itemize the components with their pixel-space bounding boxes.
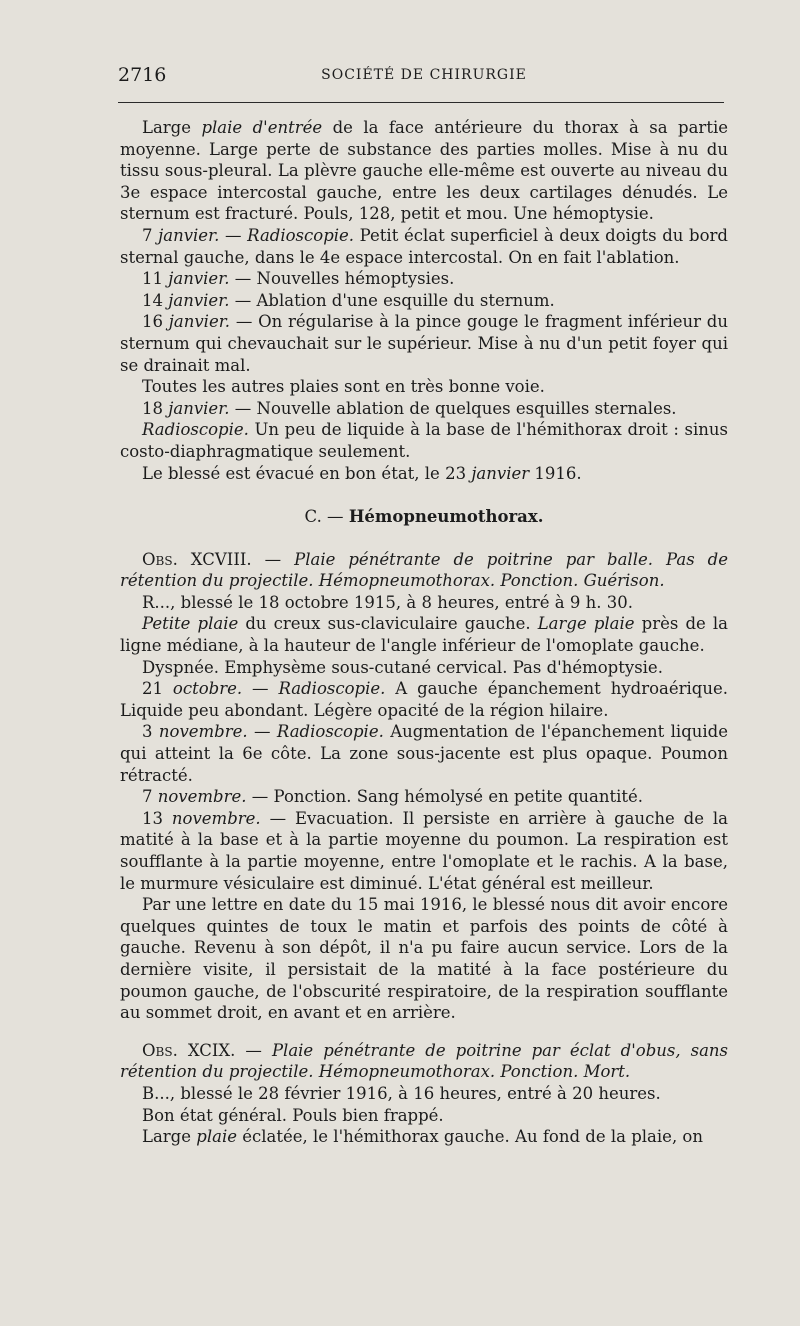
paragraph: Par une lettre en date du 15 mai 1916, le blessé nous dit avoir encore quelques quintes de toux le matin et parfois des points de côté à gauche. Revenu à son dépôt, il n'a pu faire aucun service. Lors de la dernière visite, il persistait de la matité à la face postérieure du poumon gauche, de l'obscurité respiratoire, de la respiration soufflante au sommet droit, en avant et en arrière. [120,895,728,1023]
paragraph: 11 janvier. — Nouvelles hémoptysies. [142,269,455,289]
paragraph: Le blessé est évacué en bon état, le 23 janvier 1916. [142,463,582,483]
running-title: SOCIÉTÉ DE CHIRURGIE [321,67,527,83]
paragraph: Toutes les autres plaies sont en très bonne voie. [142,377,545,397]
page-number: 2716 [118,64,167,86]
body-text [120,117,728,1148]
paragraph: 16 janvier. — On régularise à la pince gouge le fragment inférieur du sternum qui chevauchait sur le supérieur. Mise à nu d'un petit foyer qui se drainait mal. [120,312,728,375]
paragraph: 13 novembre. — Evacuation. Il persiste en arrière à gauche de la matité à la base et à la partie moyenne du poumon. La respiration est soufflante à la partie moyenne, entre l'omoplate et le rachis. A la base, le murmure vésiculaire est diminué. L'état général est meilleur. [120,808,728,893]
paragraph: B..., blessé le 28 février 1916, à 16 heures, entré à 20 heures. [142,1083,661,1103]
paragraph: Radioscopie. Un peu de liquide à la base de l'hémithorax droit : sinus costo-diaphragmatique seulement. [120,420,728,461]
paragraph: 3 novembre. — Radioscopie. Augmentation de l'épanchement liquide qui atteint la 6e côte. La zone sous-jacente est plus opaque. Poumon rétracté. [120,722,728,785]
paragraph: 7 janvier. — Radioscopie. Petit éclat superficiel à deux doigts du bord sternal gauche, dans le 4e espace intercostal. On en fait l'ablation. [120,225,728,267]
paragraph: Petite plaie du creux sus-claviculaire gauche. Large plaie près de la ligne médiane, à la hauteur de l'angle inférieur de l'omoplate gauche. [120,614,728,656]
paragraph: 14 janvier. — Ablation d'une esquille du sternum. [142,290,555,310]
paragraph: Large plaie d'entrée de la face antérieure du thorax à sa partie moyenne. Large perte de substance des parties molles. Mise à nu du tissu sous-pleural. La plèvre gauche elle-même est ouverte au niveau du 3e espace intercostal gauche, entre les deux cartilages dénudés. Le sternum est fracturé. Pouls, 128, petit et mou. Une hémoptysie. [120,118,728,224]
section-heading: C. — Hémopneumothorax. [304,507,544,527]
paragraph: 21 octobre. — Radioscopie. A gauche épanchement hydroaérique. Liquide peu abondant. Légère opacité de la région hilaire. [120,679,728,720]
observation-heading: Obs. XCVIII. — Plaie pénétrante de poitrine par balle. Pas de rétention du projectile. Hémopneumothorax. Ponction. Guérison. [120,549,728,591]
paragraph: R..., blessé le 18 octobre 1915, à 8 heures, entré à 9 h. 30. [142,592,633,612]
paragraph: 7 novembre. — Ponction. Sang hémolysé en petite quantité. [142,787,644,807]
paragraph: Bon état général. Pouls bien frappé. [142,1105,444,1125]
observation-heading: Obs. XCIX. — Plaie pénétrante de poitrine par éclat d'obus, sans rétention du projectile. Hémopneumothorax. Ponction. Mort. [120,1040,728,1082]
page-header [118,64,730,88]
header-rule [118,102,724,103]
paragraph: Dyspnée. Emphysème sous-cutané cervical. Pas d'hémoptysie. [142,657,663,677]
paragraph: Large plaie éclatée, le l'hémithorax gauche. Au fond de la plaie, on [142,1127,703,1147]
paragraph: 18 janvier. — Nouvelle ablation de quelques esquilles sternales. [142,398,677,418]
